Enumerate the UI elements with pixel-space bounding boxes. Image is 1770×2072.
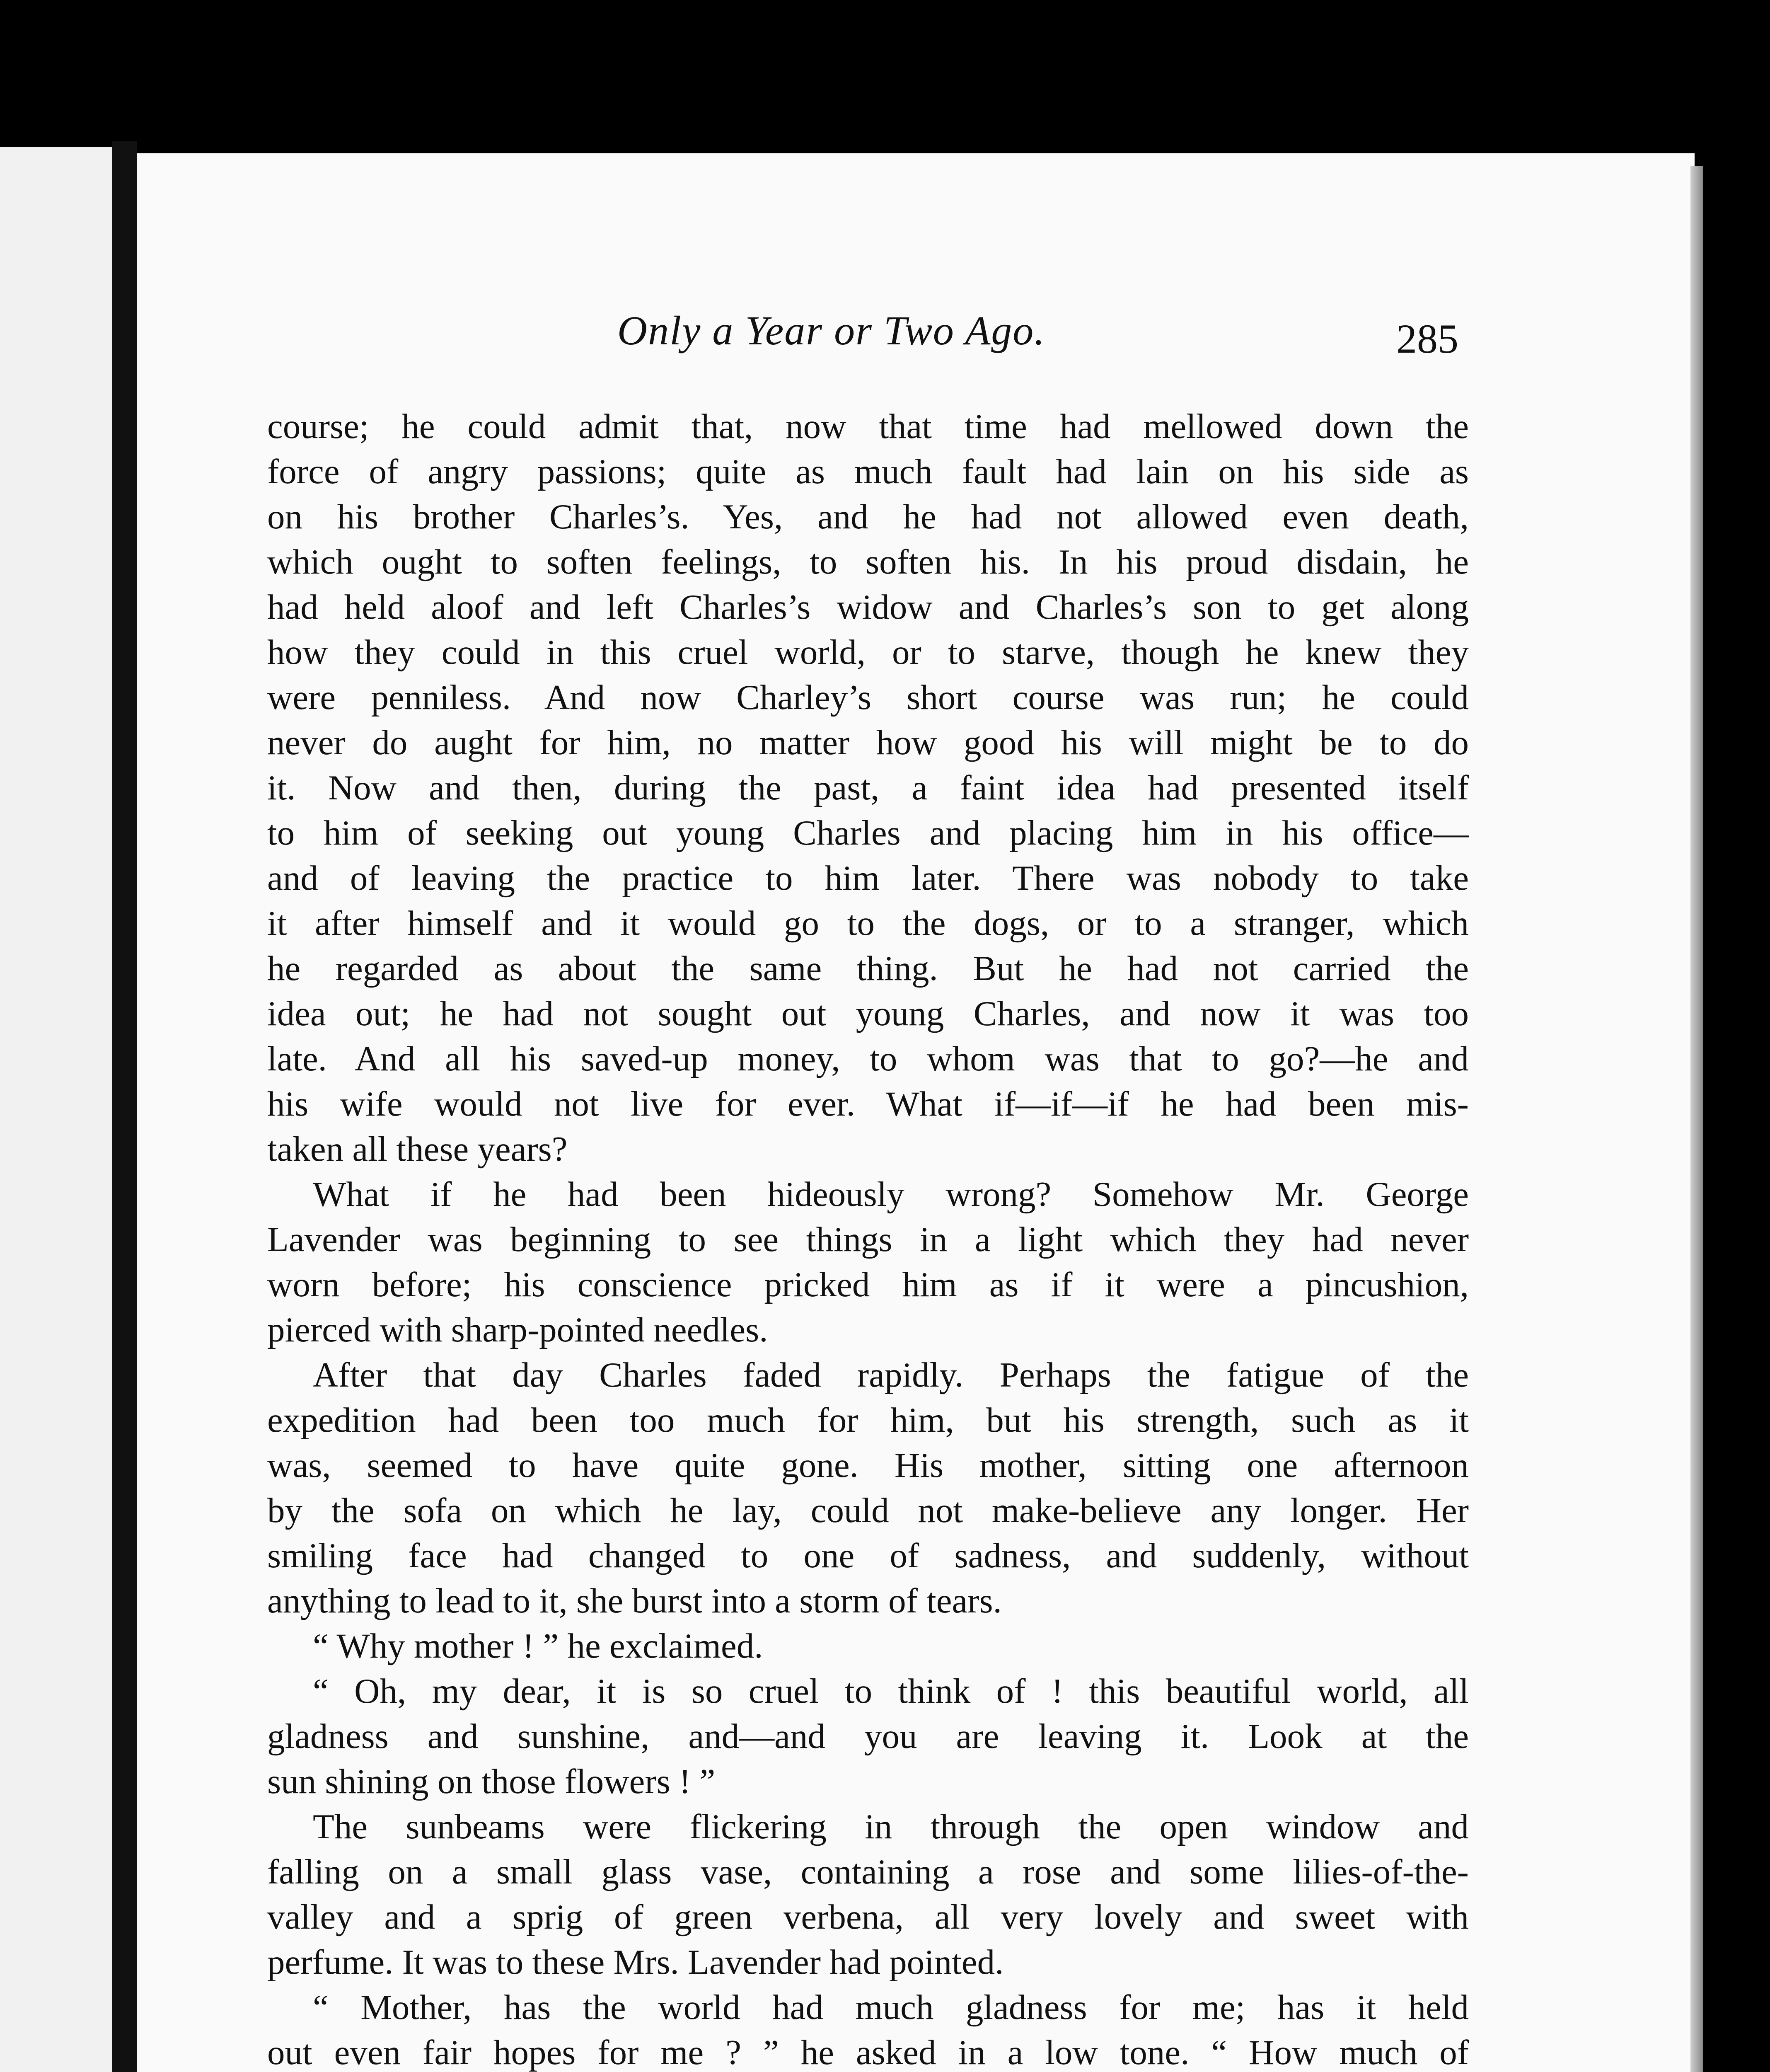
text-line: he regarded as about the same thing. But he had not carried the xyxy=(267,949,1469,988)
page-edge-shadow xyxy=(1690,166,1703,2072)
text-line: taken all these years? xyxy=(267,1130,568,1169)
text-line: worn before; his conscience pricked him as if it were a pincushion, xyxy=(267,1265,1469,1304)
text-line: had held aloof and left Charles’s widow and Charles’s son to get along xyxy=(267,588,1469,627)
text-line: What if he had been hideously wrong? Somehow Mr. George xyxy=(313,1175,1469,1214)
text-line: Lavender was beginning to see things in a light which they had never xyxy=(267,1220,1469,1259)
text-line: “ Oh, my dear, it is so cruel to think of ! this beautiful world, all xyxy=(313,1672,1469,1711)
text-line: expedition had been too much for him, but his strength, such as it xyxy=(267,1401,1469,1440)
text-line: falling on a small glass vase, containing a rose and some lilies-of-the- xyxy=(267,1852,1469,1891)
page-number: 285 xyxy=(1396,316,1458,362)
text-line: idea out; he had not sought out young Charles, and now it was too xyxy=(267,994,1469,1033)
text-line: “ Mother, has the world had much gladness for me; has it held xyxy=(313,1988,1469,2027)
text-line: anything to lead to it, she burst into a storm of tears. xyxy=(267,1581,1002,1620)
binding-gutter xyxy=(112,141,137,2072)
text-line: by the sofa on which he lay, could not make-believe any longer. Her xyxy=(267,1491,1469,1530)
text-line: and of leaving the practice to him later. There was nobody to take xyxy=(267,859,1469,898)
text-line: pierced with sharp-pointed needles. xyxy=(267,1310,768,1349)
text-line: how they could in this cruel world, or to starve, though he knew they xyxy=(267,633,1469,672)
text-line: smiling face had changed to one of sadness, and suddenly, without xyxy=(267,1536,1469,1575)
text-line: The sunbeams were flickering in through the open window and xyxy=(313,1807,1469,1846)
text-line: never do aught for him, no matter how good his will might be to do xyxy=(267,723,1469,762)
text-line: perfume. It was to these Mrs. Lavender had pointed. xyxy=(267,1943,1004,1982)
text-line: sun shining on those flowers ! ” xyxy=(267,1762,716,1801)
text-line: late. And all his saved-up money, to whom was that to go?—he and xyxy=(267,1039,1469,1078)
text-line: course; he could admit that, now that time had mellowed down the xyxy=(267,407,1469,446)
text-line: force of angry passions; quite as much fault had lain on his side as xyxy=(267,452,1469,491)
text-line: valley and a sprig of green verbena, all very lovely and sweet with xyxy=(267,1898,1469,1936)
text-line: to him of seeking out young Charles and placing him in his office— xyxy=(267,813,1469,852)
text-line: out even fair hopes for me ? ” he asked in a low tone. “ How much of xyxy=(267,2033,1469,2072)
body-text xyxy=(267,404,1469,2072)
text-line: on his brother Charles’s. Yes, and he had not allowed even death, xyxy=(267,497,1469,536)
text-line: “ Why mother ! ” he exclaimed. xyxy=(313,1627,763,1665)
text-line: was, seemed to have quite gone. His mother, sitting one afternoon xyxy=(267,1446,1469,1485)
running-title: Only a Year or Two Ago. xyxy=(617,307,1046,353)
text-line: gladness and sunshine, and—and you are leaving it. Look at the xyxy=(267,1717,1469,1756)
text-line: After that day Charles faded rapidly. Perhaps the fatigue of the xyxy=(313,1356,1469,1394)
text-line: his wife would not live for ever. What if—if—if he had been mis- xyxy=(267,1084,1469,1123)
text-line: which ought to soften feelings, to soften his. In his proud disdain, he xyxy=(267,542,1469,581)
previous-page-edge xyxy=(0,147,124,2072)
text-line: it. Now and then, during the past, a faint idea had presented itself xyxy=(267,768,1469,807)
text-line: it after himself and it would go to the dogs, or to a stranger, which xyxy=(267,904,1469,943)
text-line: were penniless. And now Charley’s short course was run; he could xyxy=(267,678,1469,717)
